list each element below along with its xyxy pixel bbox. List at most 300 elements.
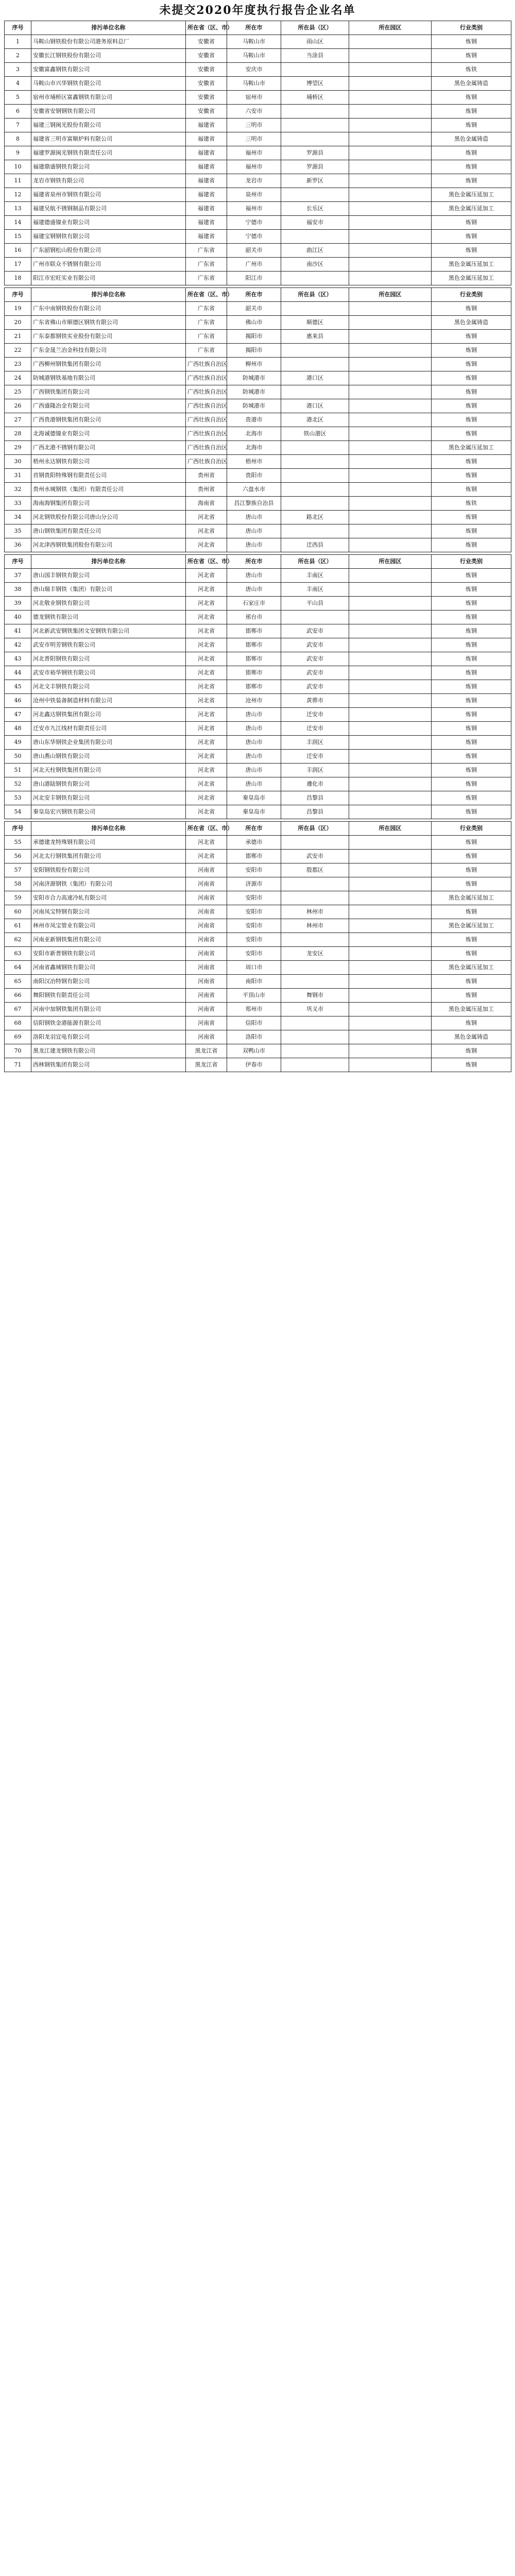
company-name-cell: 福建三钢闽光股份有限公司 [31,118,186,132]
table-row [5,35,511,49]
company-name-cell: 迁安市九江线材有限责任公司 [31,722,186,736]
province-cell: 河北省 [186,736,227,750]
table-row [5,947,511,961]
seq-cell: 45 [5,680,31,694]
park-cell [349,272,432,285]
column-header-park: 所在园区 [349,288,432,302]
seq-cell: 59 [5,891,31,905]
city-cell: 宿州市 [227,91,281,105]
park-cell [349,344,432,358]
table-row [5,722,511,736]
company-name-cell: 唐山燕山钢铁有限公司 [31,750,186,764]
city-cell: 唐山市 [227,524,281,538]
city-cell: 唐山市 [227,511,281,524]
city-cell: 贵港市 [227,413,281,427]
province-cell: 河北省 [186,694,227,708]
company-name-cell: 安徽省安钢钢铁有限公司 [31,105,186,118]
province-cell: 河北省 [186,652,227,666]
county-cell: 平山县 [281,597,349,611]
table-row [5,174,511,188]
company-name-cell: 唐山国丰钢铁有限公司 [31,569,186,583]
table-row [5,385,511,399]
seq-cell: 47 [5,708,31,722]
seq-cell: 5 [5,91,31,105]
province-cell: 广东省 [186,272,227,285]
park-cell [349,863,432,877]
county-cell: 港口区 [281,371,349,385]
park-cell [349,35,432,49]
company-name-cell: 福建宝钢钢铁有限公司 [31,230,186,244]
industry-cell: 炼钢 [432,330,511,344]
park-cell [349,427,432,441]
province-cell: 贵州省 [186,483,227,497]
column-header-name: 排污单位名称 [31,21,186,35]
province-cell: 河南省 [186,975,227,989]
park-cell [349,597,432,611]
city-cell: 揭阳市 [227,330,281,344]
city-cell: 唐山市 [227,764,281,777]
seq-cell: 33 [5,497,31,511]
county-cell [281,118,349,132]
table-row [5,118,511,132]
industry-cell: 炼钢 [432,524,511,538]
province-cell: 广东省 [186,330,227,344]
park-cell [349,358,432,371]
province-cell: 广东省 [186,302,227,316]
park-cell [349,302,432,316]
park-cell [349,652,432,666]
county-cell [281,302,349,316]
industry-cell: 黑色金属铸造 [432,132,511,146]
company-name-cell: 广州市联众不锈钢有限公司 [31,258,186,272]
table-row [5,611,511,624]
county-cell: 迁安市 [281,708,349,722]
seq-cell: 48 [5,722,31,736]
city-cell: 梧州市 [227,455,281,469]
company-name-cell: 龙岩市钢铁有限公司 [31,174,186,188]
park-cell [349,1044,432,1058]
city-cell: 马鞍山市 [227,35,281,49]
table-row [5,188,511,202]
province-cell: 河北省 [186,511,227,524]
province-cell: 贵州省 [186,469,227,483]
company-name-cell: 福建省三明市富顺炉料有限公司 [31,132,186,146]
seq-cell: 55 [5,836,31,850]
province-cell: 河南省 [186,1030,227,1044]
company-name-cell: 河北鑫达钢铁集团有限公司 [31,708,186,722]
park-cell [349,933,432,947]
park-cell [349,132,432,146]
table-row [5,358,511,371]
industry-cell: 黑色金属铸造 [432,316,511,330]
city-cell: 郑州市 [227,1003,281,1016]
county-cell: 迁安市 [281,722,349,736]
seq-cell: 38 [5,583,31,597]
city-cell: 宁德市 [227,216,281,230]
county-cell: 昌黎县 [281,791,349,805]
city-cell: 邯郸市 [227,652,281,666]
industry-cell: 炼钢 [432,805,511,819]
province-cell: 福建省 [186,174,227,188]
industry-cell: 黑色金属压延加工 [432,1003,511,1016]
company-name-cell: 安阳钢铁股份有限公司 [31,863,186,877]
industry-cell: 炼钢 [432,49,511,63]
county-cell [281,455,349,469]
county-cell: 龙安区 [281,947,349,961]
county-cell: 当涂县 [281,49,349,63]
industry-cell: 炼钢 [432,666,511,680]
company-name-cell: 安徽富鑫钢铁有限公司 [31,63,186,77]
industry-cell: 炼钢 [432,146,511,160]
province-cell: 福建省 [186,146,227,160]
province-cell: 河北省 [186,597,227,611]
industry-cell: 炼钢 [432,511,511,524]
seq-cell: 18 [5,272,31,285]
industry-cell: 炼钢 [432,975,511,989]
county-cell [281,63,349,77]
column-header-county: 所在县（区） [281,822,349,836]
city-cell: 安阳市 [227,919,281,933]
seq-cell: 69 [5,1030,31,1044]
city-cell: 伊春市 [227,1058,281,1072]
city-cell: 防城港市 [227,371,281,385]
county-cell [281,105,349,118]
park-cell [349,961,432,975]
province-cell: 安徽省 [186,77,227,91]
city-cell: 唐山市 [227,777,281,791]
table-row [5,441,511,455]
industry-cell: 黑色金属压延加工 [432,961,511,975]
seq-cell: 36 [5,538,31,552]
company-table [4,21,511,1072]
county-cell [281,344,349,358]
park-cell [349,63,432,77]
county-cell: 博望区 [281,77,349,91]
county-cell [281,469,349,483]
park-cell [349,666,432,680]
park-cell [349,413,432,427]
county-cell [281,524,349,538]
seq-cell: 61 [5,919,31,933]
company-name-cell: 福建德盛镍业有限公司 [31,216,186,230]
province-cell: 河北省 [186,524,227,538]
table-row [5,836,511,850]
province-cell: 安徽省 [186,91,227,105]
table-row [5,483,511,497]
industry-cell: 炼钢 [432,1044,511,1058]
industry-cell: 炼铁 [432,63,511,77]
park-cell [349,258,432,272]
park-cell [349,77,432,91]
county-cell: 迁安市 [281,750,349,764]
table-row [5,708,511,722]
company-name-cell: 信阳钢铁金港能源有限公司 [31,1016,186,1030]
province-cell: 广西壮族自治区 [186,413,227,427]
company-name-cell: 广西贵港钢铁集团有限公司 [31,413,186,427]
county-cell: 惠来县 [281,330,349,344]
column-header-park: 所在园区 [349,21,432,35]
industry-cell: 炼钢 [432,358,511,371]
company-name-cell: 广东中南钢铁股份有限公司 [31,302,186,316]
table-row [5,202,511,216]
park-cell [349,483,432,497]
seq-cell: 63 [5,947,31,961]
company-name-cell: 河南中加钢铁集团有限公司 [31,1003,186,1016]
county-cell [281,483,349,497]
seq-cell: 46 [5,694,31,708]
city-cell: 泉州市 [227,188,281,202]
company-name-cell: 河北钢铁股份有限公司唐山分公司 [31,511,186,524]
province-cell: 河北省 [186,836,227,850]
column-header-province: 所在省（区、市） [186,555,227,569]
industry-cell: 炼钢 [432,947,511,961]
industry-cell: 炼钢 [432,160,511,174]
column-header-park: 所在园区 [349,555,432,569]
table-header-row [5,555,511,569]
province-cell: 河南省 [186,1003,227,1016]
company-name-cell: 德龙钢铁有限公司 [31,611,186,624]
city-cell: 宁德市 [227,230,281,244]
county-cell [281,933,349,947]
company-name-cell: 唐山东华钢铁企业集团有限公司 [31,736,186,750]
table-row [5,413,511,427]
province-cell: 河北省 [186,680,227,694]
seq-cell: 31 [5,469,31,483]
province-cell: 安徽省 [186,49,227,63]
park-cell [349,583,432,597]
seq-cell: 27 [5,413,31,427]
industry-cell: 炼钢 [432,850,511,863]
column-header-city: 所在市 [227,555,281,569]
table-row [5,791,511,805]
province-cell: 河南省 [186,891,227,905]
park-cell [349,764,432,777]
table-row [5,146,511,160]
park-cell [349,611,432,624]
company-name-cell: 福建罗源闽光钢铁有限责任公司 [31,146,186,160]
table-row [5,427,511,441]
industry-cell: 黑色金属铸造 [432,1030,511,1044]
company-name-cell: 广东金晟兰冶金科技有限公司 [31,344,186,358]
industry-cell: 炼钢 [432,905,511,919]
seq-cell: 11 [5,174,31,188]
city-cell: 信阳市 [227,1016,281,1030]
column-header-industry: 行业类别 [432,21,511,35]
park-cell [349,511,432,524]
city-cell: 秦皇岛市 [227,805,281,819]
county-cell: 黄骅市 [281,694,349,708]
table-row [5,850,511,863]
city-cell: 安阳市 [227,863,281,877]
province-cell: 河北省 [186,850,227,863]
table-row [5,1016,511,1030]
county-cell: 林州市 [281,905,349,919]
county-cell [281,836,349,850]
county-cell [281,132,349,146]
table-row [5,469,511,483]
county-cell [281,441,349,455]
column-header-province: 所在省（区、市） [186,822,227,836]
city-cell: 福州市 [227,160,281,174]
city-cell: 邢台市 [227,611,281,624]
park-cell [349,174,432,188]
park-cell [349,49,432,63]
table-row [5,863,511,877]
seq-cell: 49 [5,736,31,750]
column-header-city: 所在市 [227,288,281,302]
province-cell: 福建省 [186,230,227,244]
seq-cell: 7 [5,118,31,132]
province-cell: 福建省 [186,132,227,146]
park-cell [349,947,432,961]
table-row [5,1003,511,1016]
table-row [5,764,511,777]
province-cell: 安徽省 [186,105,227,118]
county-cell: 路北区 [281,511,349,524]
seq-cell: 17 [5,258,31,272]
city-cell: 贵阳市 [227,469,281,483]
county-cell: 罗源县 [281,160,349,174]
park-cell [349,230,432,244]
county-cell: 长乐区 [281,202,349,216]
company-name-cell: 海南海钢集团有限公司 [31,497,186,511]
park-cell [349,497,432,511]
county-cell: 曲江区 [281,244,349,258]
park-cell [349,91,432,105]
industry-cell: 炼钢 [432,399,511,413]
county-cell: 丰南区 [281,569,349,583]
city-cell: 柳州市 [227,358,281,371]
seq-cell: 62 [5,933,31,947]
county-cell [281,1044,349,1058]
company-name-cell: 广西盛隆冶金有限公司 [31,399,186,413]
park-cell [349,1016,432,1030]
province-cell: 福建省 [186,188,227,202]
company-name-cell: 洛阳龙羽宜电有限公司 [31,1030,186,1044]
park-cell [349,216,432,230]
park-cell [349,399,432,413]
industry-cell: 黑色金属压延加工 [432,919,511,933]
company-name-cell: 安阳市合力高速冷轧有限公司 [31,891,186,905]
table-row [5,371,511,385]
county-cell: 迁西县 [281,538,349,552]
table-row [5,583,511,597]
city-cell: 邯郸市 [227,666,281,680]
industry-cell: 炼钢 [432,216,511,230]
park-cell [349,441,432,455]
table-row [5,455,511,469]
county-cell: 巩义市 [281,1003,349,1016]
county-cell [281,961,349,975]
park-cell [349,694,432,708]
province-cell: 河南省 [186,919,227,933]
table-row [5,1030,511,1044]
table-row [5,933,511,947]
park-cell [349,905,432,919]
table-row [5,638,511,652]
province-cell: 广西壮族自治区 [186,371,227,385]
city-cell: 沧州市 [227,694,281,708]
industry-cell: 黑色金属压延加工 [432,891,511,905]
county-cell: 雨山区 [281,35,349,49]
province-cell: 河南省 [186,905,227,919]
city-cell: 安阳市 [227,933,281,947]
province-cell: 河北省 [186,791,227,805]
county-cell [281,385,349,399]
county-cell [281,188,349,202]
seq-cell: 1 [5,35,31,49]
park-cell [349,708,432,722]
table-row [5,961,511,975]
park-cell [349,736,432,750]
industry-cell: 炼钢 [432,35,511,49]
company-name-cell: 唐山钢铁集团有限责任公司 [31,524,186,538]
seq-cell: 35 [5,524,31,538]
column-header-seq: 序号 [5,822,31,836]
table-row [5,105,511,118]
seq-cell: 52 [5,777,31,791]
company-name-cell: 武安市明芳钢铁有限公司 [31,638,186,652]
county-cell [281,891,349,905]
table-row [5,330,511,344]
city-cell: 唐山市 [227,736,281,750]
park-cell [349,722,432,736]
seq-cell: 12 [5,188,31,202]
county-cell: 武安市 [281,666,349,680]
company-name-cell: 贵州水城钢铁（集团）有限责任公司 [31,483,186,497]
province-cell: 河北省 [186,708,227,722]
industry-cell: 炼钢 [432,652,511,666]
industry-cell: 炼钢 [432,174,511,188]
province-cell: 河北省 [186,569,227,583]
table-row [5,652,511,666]
city-cell: 龙岩市 [227,174,281,188]
industry-cell: 炼钢 [432,933,511,947]
seq-cell: 67 [5,1003,31,1016]
industry-cell: 炼钢 [432,777,511,791]
industry-cell: 炼钢 [432,371,511,385]
industry-cell: 炼钢 [432,680,511,694]
province-cell: 河北省 [186,624,227,638]
park-cell [349,836,432,850]
seq-cell: 24 [5,371,31,385]
column-header-city: 所在市 [227,822,281,836]
industry-cell: 炼铁 [432,497,511,511]
seq-cell: 16 [5,244,31,258]
seq-cell: 68 [5,1016,31,1030]
table-row [5,160,511,174]
park-cell [349,1003,432,1016]
province-cell: 黑龙江省 [186,1044,227,1058]
table-row [5,316,511,330]
table-row [5,302,511,316]
seq-cell: 53 [5,791,31,805]
city-cell: 阳江市 [227,272,281,285]
industry-cell: 炼钢 [432,569,511,583]
park-cell [349,791,432,805]
company-name-cell: 首钢贵阳特殊钢有限责任公司 [31,469,186,483]
table-row [5,666,511,680]
park-cell [349,202,432,216]
city-cell: 邯郸市 [227,680,281,694]
park-cell [349,371,432,385]
city-cell: 揭阳市 [227,344,281,358]
county-cell [281,1016,349,1030]
province-cell: 广西壮族自治区 [186,427,227,441]
seq-cell: 43 [5,652,31,666]
park-cell [349,750,432,764]
seq-cell: 23 [5,358,31,371]
